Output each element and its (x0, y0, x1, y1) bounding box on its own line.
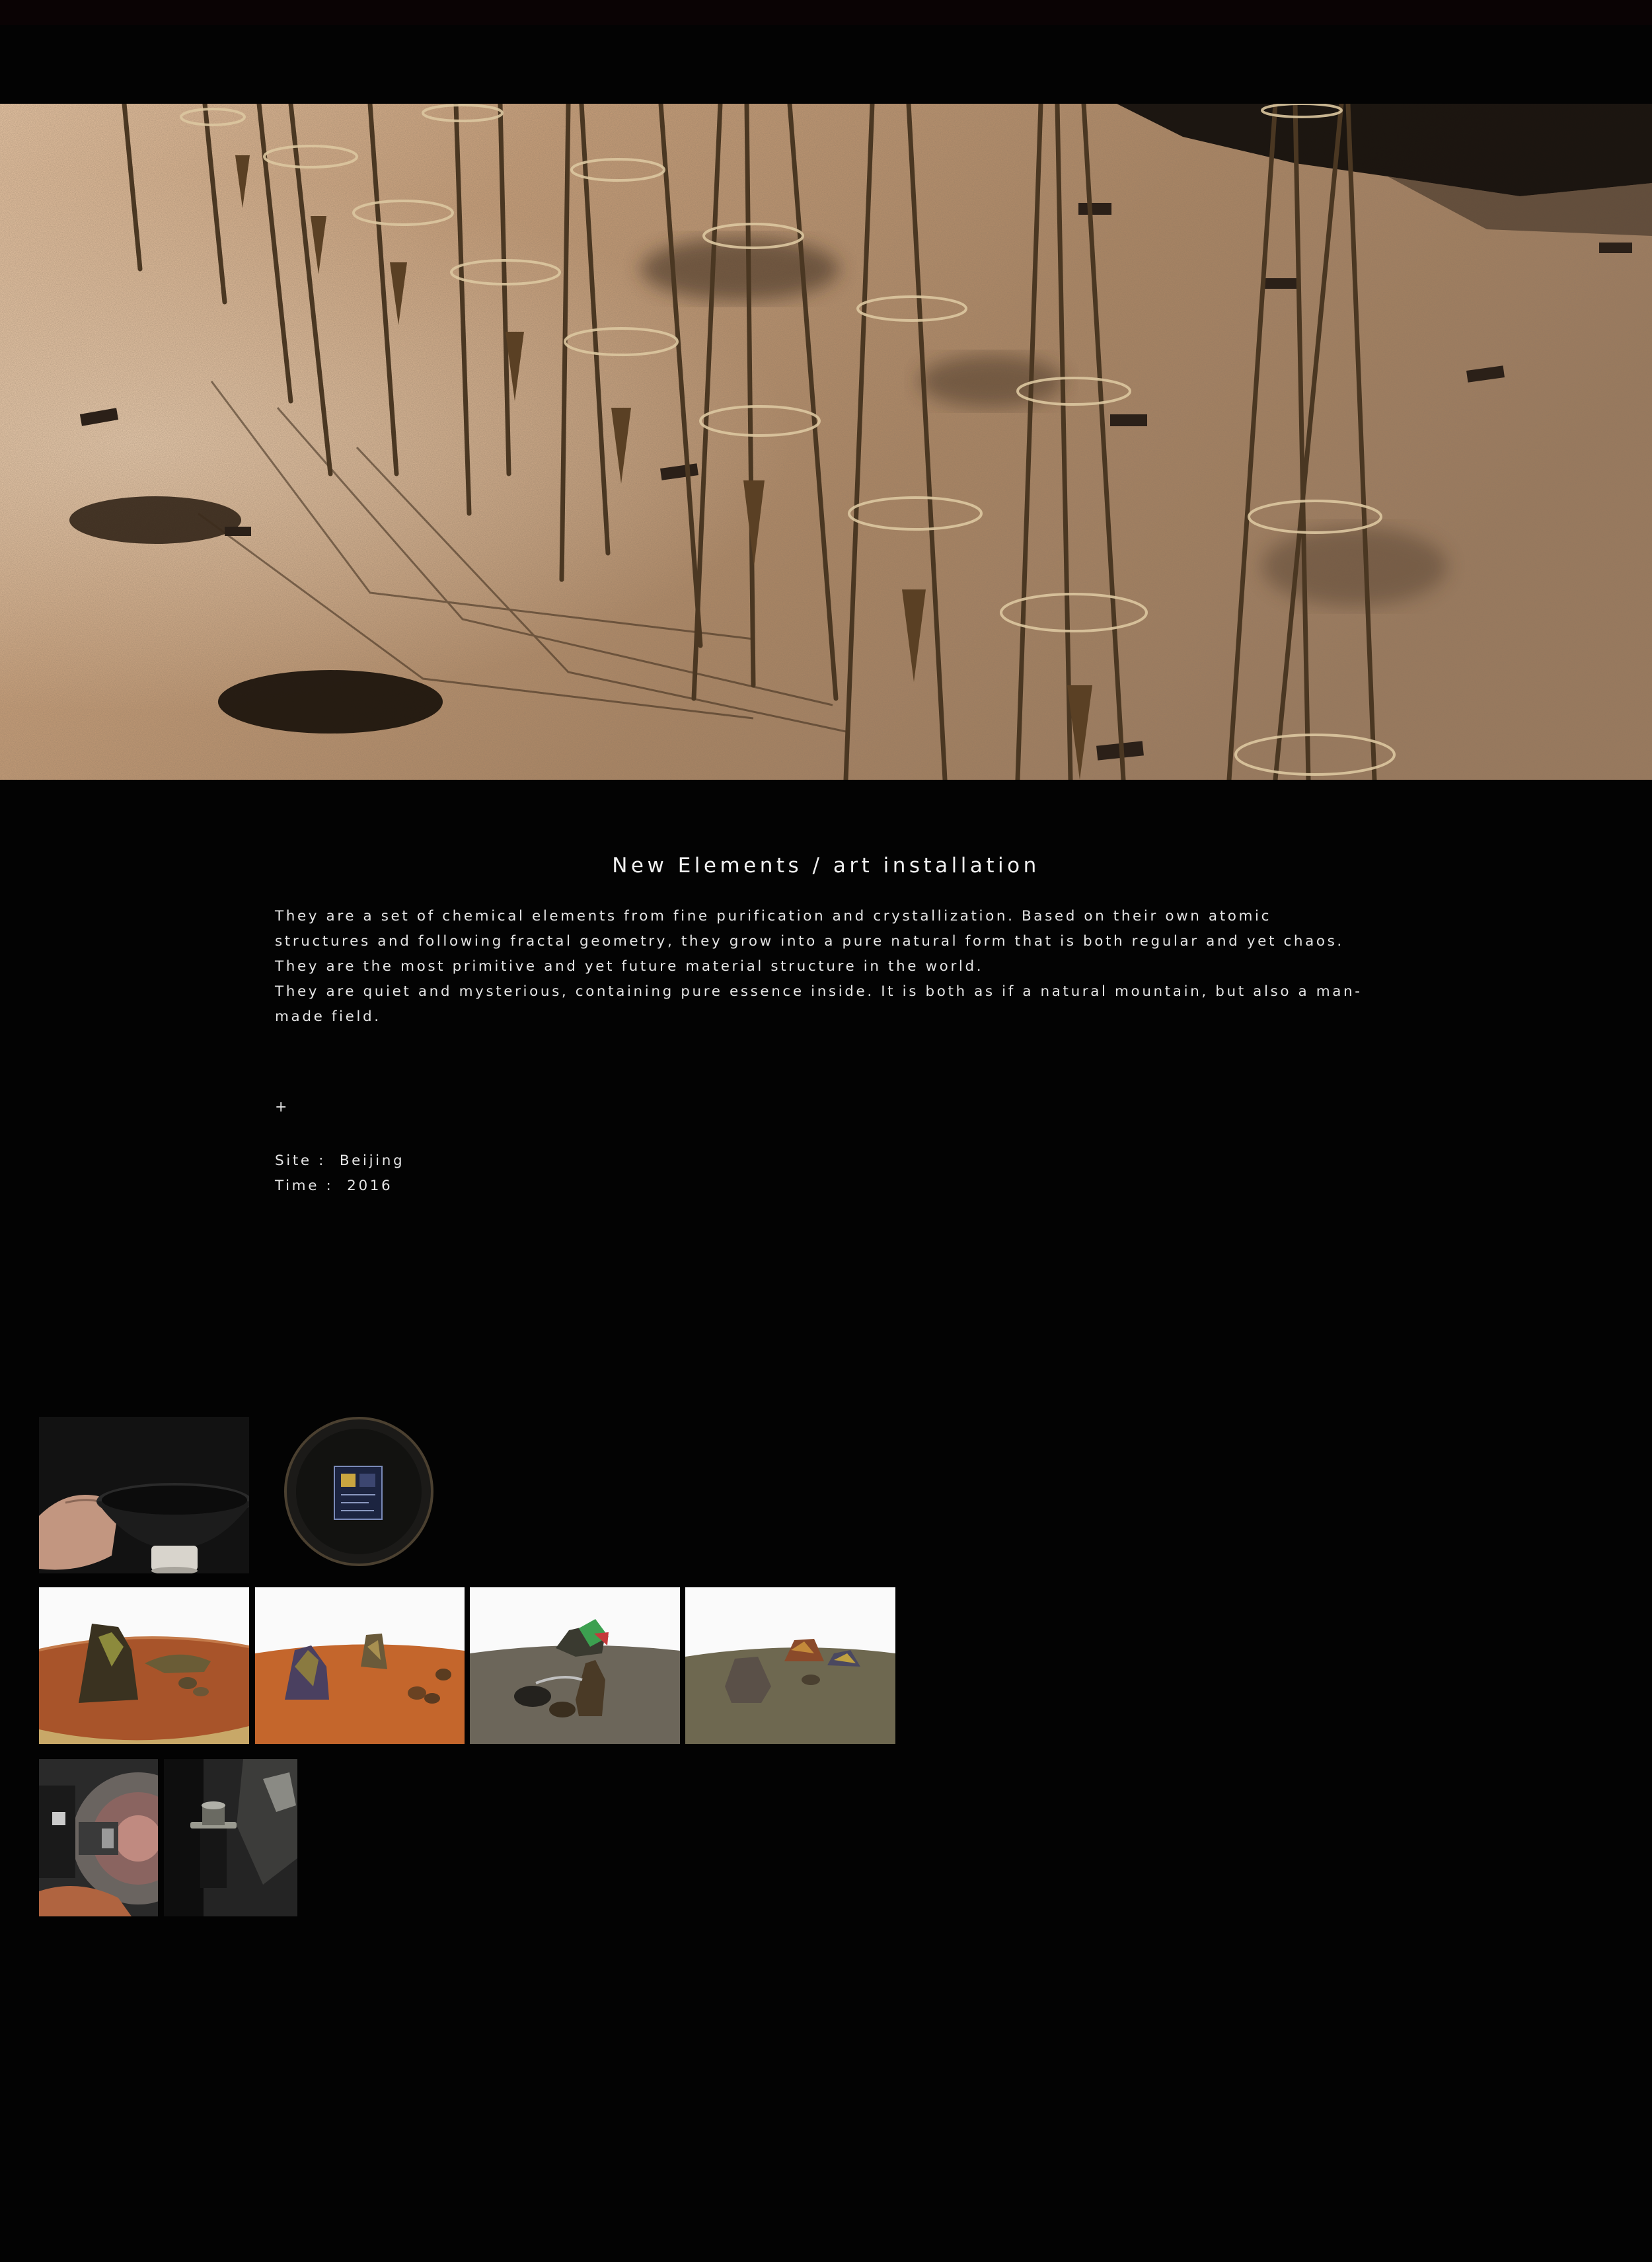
gallery-thumb-8[interactable] (164, 1759, 297, 1916)
gallery-thumb-2[interactable] (255, 1417, 437, 1573)
expand-toggle[interactable]: + (275, 1099, 287, 1115)
gallery-thumb-1[interactable] (39, 1417, 249, 1573)
project-description (275, 904, 1372, 1030)
hero-image (0, 104, 1652, 780)
description-paragraph: They are a set of chemical elements from fine purification and crystallization. Based on their own atomic structures and following fractal geometry, they grow into a pure natural form that is both regular and yet chaos. They are the most primitive and yet future material structure in the world. (275, 908, 1344, 975)
gallery-thumb-5[interactable] (470, 1587, 680, 1744)
description-paragraph: They are quiet and mysterious, containing pure essence inside. It is both as if a natural mountain, but also a man-made field. (275, 983, 1363, 1025)
site-label: Site : Beijing (275, 1152, 405, 1169)
gallery-thumb-4[interactable] (255, 1587, 465, 1744)
project-title: New Elements / art installation (612, 854, 1040, 878)
gallery-thumb-3[interactable] (39, 1587, 249, 1744)
project-meta (275, 1149, 404, 1199)
top-bar (0, 0, 1652, 25)
gallery-thumb-6[interactable] (685, 1587, 895, 1744)
gallery-thumb-7[interactable] (39, 1759, 158, 1916)
time-label: Time : 2016 (275, 1178, 393, 1194)
